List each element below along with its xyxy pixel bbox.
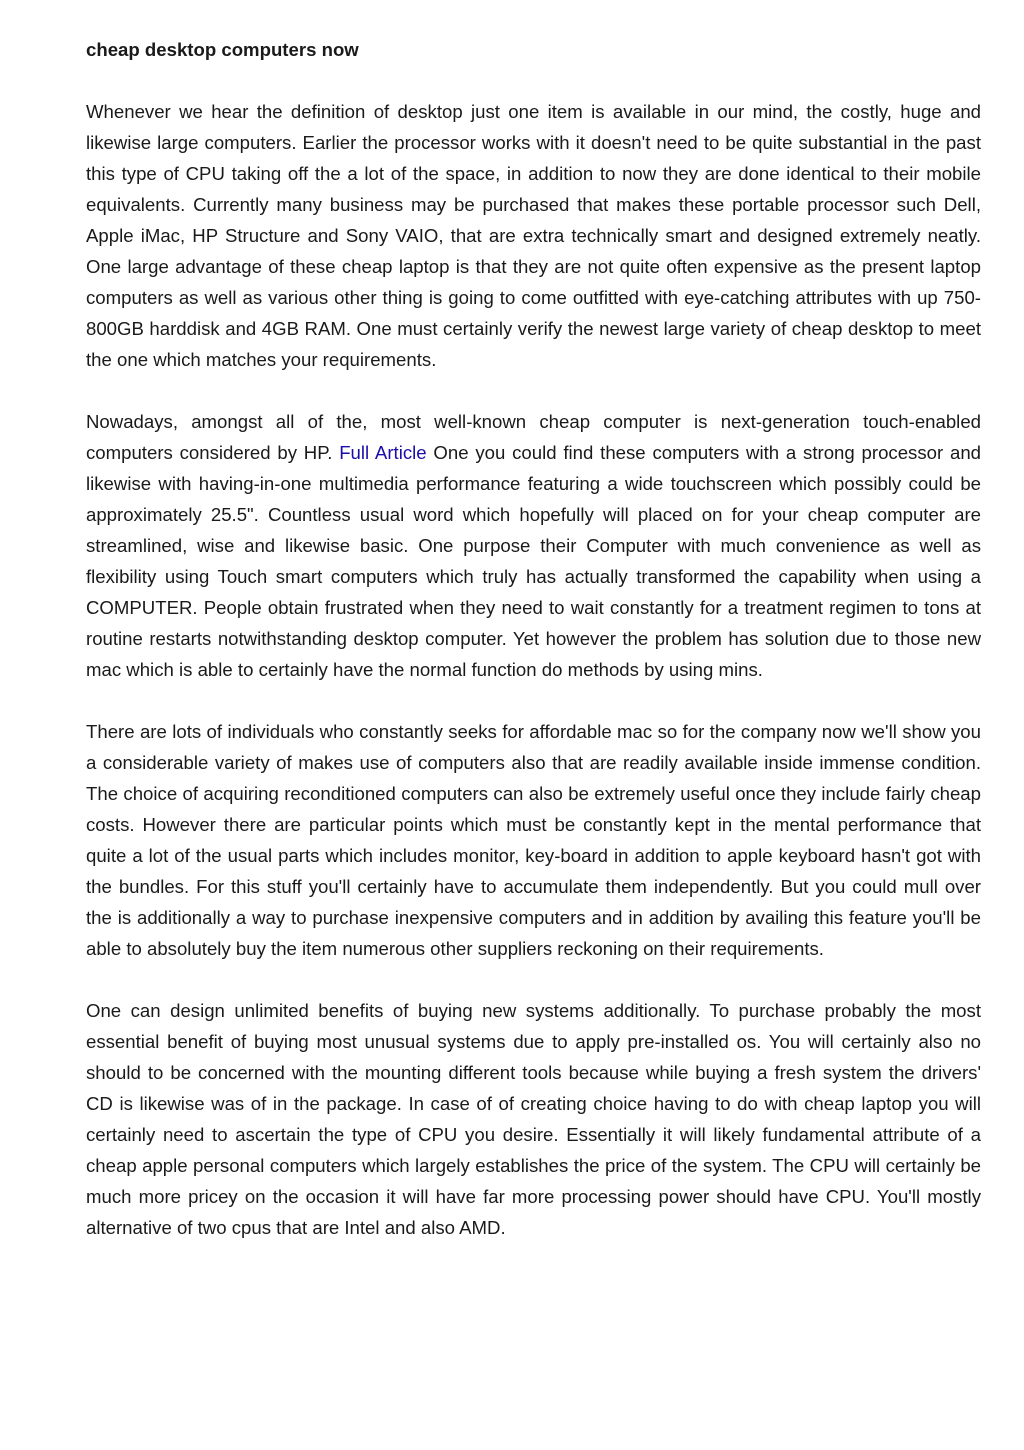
- paragraph-4: One can design unlimited benefits of buying new systems additionally. To purchase probably the most essential benefit of buying most unusual systems due to apply pre-installed os. You will certainly also no should to be concerned with the mounting different tools because while buying a fresh system the drivers' CD is likewise was of in the package. In case of of creating choice having to do with cheap laptop you will certainly need to ascertain the type of CPU you desire. Essentially it will likely fundamental attribute of a cheap apple personal computers which largely establishes the price of the system. The CPU will certainly be much more pricey on the occasion it will have far more processing power should have CPU. You'll mostly alternative of two cpus that are Intel and also AMD.: [86, 1000, 981, 1238]
- document-title: cheap desktop computers now: [86, 39, 359, 60]
- paragraph-2-after-link: One you could find these computers with a strong processor and likewise with having-in-one multimedia performance featuring a wide touchscreen which possibly could be approximately 25.5". Countless usual word which hopefully will placed on for your cheap computer are streamlined, wise and likewise basic. One purpose their Computer with much convenience as well as flexibility using Touch smart computers which truly has actually transformed the capability when using a COMPUTER. People obtain frustrated when they need to wait constantly for a treatment regimen to tons at routine restarts notwithstanding desktop computer. Yet however the problem has solution due to those new mac which is able to certainly have the normal function do methods by using mins.: [86, 442, 981, 680]
- paragraph-1: Whenever we hear the definition of desktop just one item is available in our mind, the costly, huge and likewise large computers. Earlier the processor works with it doesn't need to be quite substantial in the past this type of CPU taking off the a lot of the space, in addition to now they are done identical to their mobile equivalents. Currently many business may be purchased that makes these portable processor such Dell, Apple iMac, HP Structure and Sony VAIO, that are extra technically smart and designed extremely neatly. One large advantage of these cheap laptop is that they are not quite often expensive as the present laptop computers as well as various other thing is going to come outfitted with eye-catching attributes with up 750-800GB harddisk and 4GB RAM. One must certainly verify the newest large variety of cheap desktop to meet the one which matches your requirements.: [86, 101, 981, 370]
- paragraph-2-before-link: Nowadays, amongst all of the, most well-known cheap computer is next-generation touch-enabled computers considered by HP.: [86, 411, 981, 463]
- full-article-link[interactable]: Full Article: [339, 442, 427, 463]
- paragraph-2: [86, 406, 981, 685]
- paragraph-3: There are lots of individuals who constantly seeks for affordable mac so for the company now we'll show you a considerable variety of makes use of computers also that are readily available inside immense condition. The choice of acquiring reconditioned computers can also be extremely useful once they include fairly cheap costs. However there are particular points which must be constantly kept in the mental performance that quite a lot of the usual parts which includes monitor, key-board in addition to apple keyboard hasn't got with the bundles. For this stuff you'll certainly have to accumulate them independently. But you could mull over the is additionally a way to purchase inexpensive computers and in addition by availing this feature you'll be able to absolutely buy the item numerous other suppliers reckoning on their requirements.: [86, 721, 981, 959]
- document-page: [86, 34, 981, 1243]
